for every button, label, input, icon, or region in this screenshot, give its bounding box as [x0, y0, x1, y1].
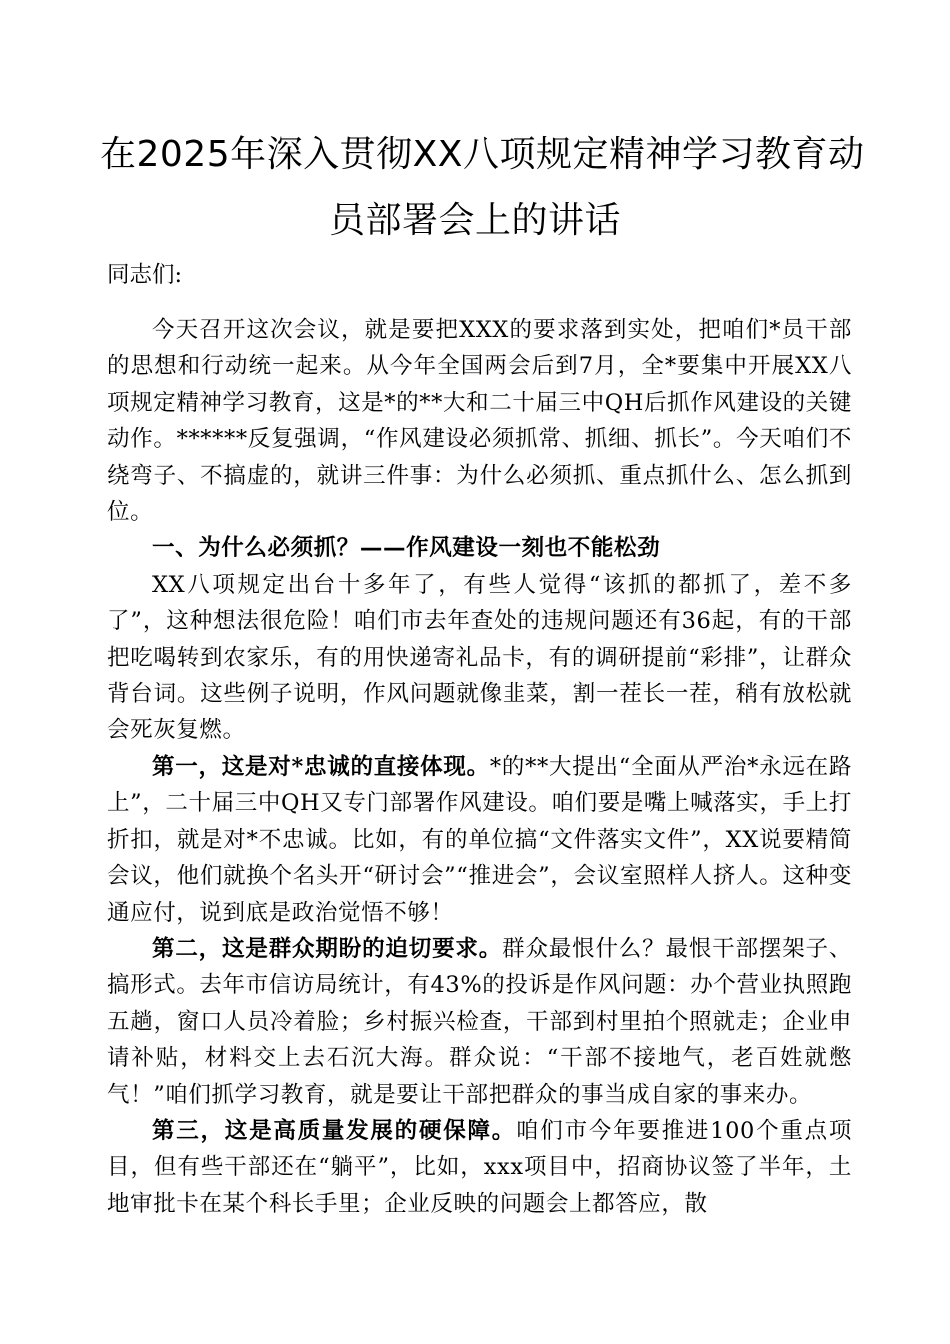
paragraph-text: *的**大提出“全面从严治*永远在路上”，二十届三中QH又专门部署作风建设。咱们要是嘴上喊落实，手上打折扣，就是对*不忠诚。比如，有的单位搞“文件落实文件”，XX说要精简会议，他们就换个名头开“研讨会”“推进会”，会议室照样人挤人。这种变通应付，说到底是政治觉悟不够！ [107, 753, 852, 926]
body-paragraph [107, 567, 852, 749]
section-heading: 一、为什么必须抓？——作风建设一刻也不能松劲 [152, 535, 661, 562]
intro-paragraph [107, 312, 852, 530]
paragraph-lead: 第一，这是对*忠诚的直接体现。 [152, 753, 490, 780]
document-body [107, 312, 852, 1222]
document-title-line-2: 员部署会上的讲话 [328, 200, 621, 241]
paragraph-text: 今天召开这次会议，就是要把XXX的要求落到实处，把咱们*员干部的思想和行动统一起来。从今年全国两会后到7月，全*要集中开展XX八项规定精神学习教育，这是*的**大和二十届三中QH后抓作风建设的关键动作。******反复强调，“作风建设必须抓常、抓细、抓长”。今天咱们不绕弯子、不搞虚的，就讲三件事：为什么必须抓、重点抓什么、怎么抓到位。 [107, 317, 852, 526]
paragraph-text: 咱们市今年要推进100个重点项目，但有些干部还在“躺平”，比如，xxx项目中，招商协议签了半年，土地审批卡在某个科长手里；企业反映的问题会上都答应，散 [107, 1117, 852, 1217]
body-paragraph [107, 1113, 852, 1222]
paragraph-lead: 第二，这是群众期盼的迫切要求。 [152, 935, 503, 962]
paragraph-text: XX八项规定出台十多年了，有些人觉得“该抓的都抓了，差不多了”，这种想法很危险！咱们市去年查处的违规问题还有36起，有的干部把吃喝转到农家乐，有的用快递寄礼品卡，有的调研提前“彩排”，让群众背台词。这些例子说明，作风问题就像韭菜，割一茬长一茬，稍有放松就会死灰复燃。 [107, 571, 852, 744]
salutation: 同志们: [107, 262, 183, 288]
paragraph-text: 群众最恨什么？最恨干部摆架子、搞形式。去年市信访局统计，有43%的投诉是作风问题：办个营业执照跑五趟，窗口人员冷着脸；乡村振兴检查，干部到村里拍个照就走；企业申请补贴，材料交上去石沉大海。群众说：“干部不接地气，老百姓就憋气！”咱们抓学习教育，就是要让干部把群众的事当成自家的事来办。 [107, 935, 852, 1108]
body-paragraph [107, 749, 852, 931]
document-title-line-1: 在2025年深入贯彻XX八项规定精神学习教育动 [100, 134, 865, 175]
body-paragraph [107, 931, 852, 1113]
paragraph-lead: 第三，这是高质量发展的硬保障。 [152, 1117, 517, 1144]
